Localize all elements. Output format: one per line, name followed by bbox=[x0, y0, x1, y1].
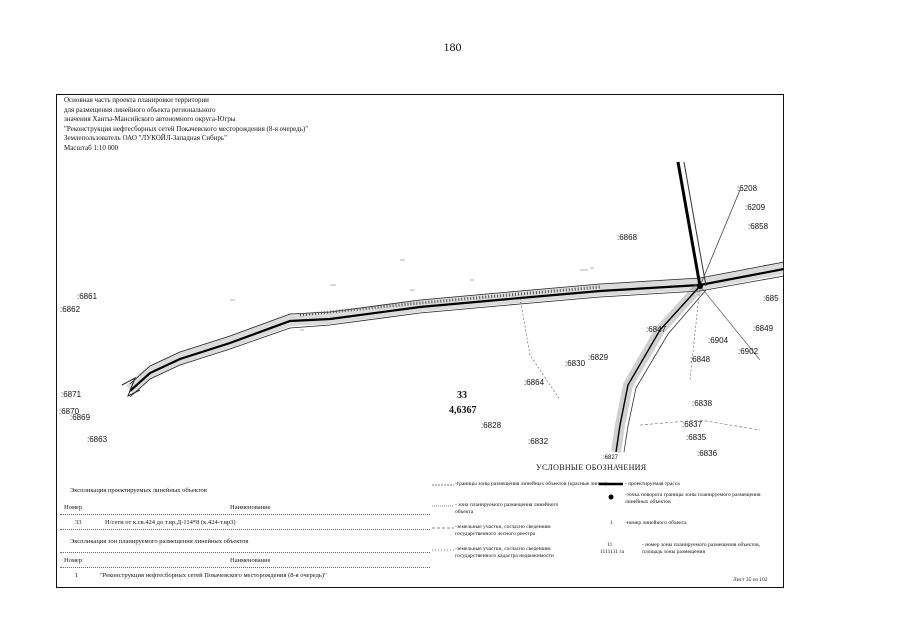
parcel-label: :6832 bbox=[528, 437, 549, 446]
parcel-label: :6837 bbox=[682, 420, 703, 429]
explication-objects-col-name: Наименование bbox=[230, 504, 271, 511]
explication-zones-title: Экспликация зон планируемого размещения линейных объектов bbox=[70, 538, 249, 545]
explication-zones-col-number: Номер bbox=[64, 557, 83, 564]
header-line: для размещения линейного объекта регионального bbox=[64, 105, 216, 114]
parcel-label: :685 bbox=[763, 294, 779, 303]
parcel-label: :6835 bbox=[686, 433, 707, 442]
legend-item-red-lines: -границы зоны размещения линейных объектов (красные линии) bbox=[455, 481, 607, 487]
parcel-label: :6864 bbox=[524, 378, 545, 387]
legend-item-trace: - проектируемая трасса bbox=[625, 481, 680, 487]
parcel-label: :6830 bbox=[565, 359, 586, 368]
header-line: значения Ханты-Мансийского автономного округа-Югры bbox=[64, 115, 236, 124]
legend-symbol-zone: 11 bbox=[607, 542, 613, 548]
parcel-label: :6858 bbox=[748, 222, 769, 231]
header-line: Основная часть проекта планировки территории bbox=[64, 96, 209, 104]
parcel-label: :6863 bbox=[87, 435, 108, 444]
legend-symbols-right bbox=[598, 481, 624, 511]
page-number: 180 bbox=[443, 40, 462, 54]
turning-point bbox=[697, 283, 703, 289]
explication-zones-row-name: "Реконструкция нефтесборных сетей Покачевского месторождения (8-я очередь)" bbox=[100, 572, 327, 579]
parcel-label: :6868 bbox=[617, 233, 638, 242]
parcel-label: :6849 bbox=[753, 324, 774, 333]
table-divider bbox=[60, 514, 430, 515]
sheet-label: Лист 35 из 102 bbox=[733, 577, 768, 583]
legend-item-forest: -земельные участки, согласно сведениям государственного лесного реестра bbox=[455, 524, 551, 537]
header-line: Землепользователь ОАО "ЛУКОЙЛ-Западная Сибирь" bbox=[64, 134, 227, 143]
north-road bbox=[678, 162, 700, 286]
object-area: 4,6367 bbox=[449, 405, 477, 416]
parcel-label: :6871 bbox=[61, 390, 82, 399]
object-number: 33 bbox=[457, 390, 467, 401]
legend-item-turning-point: -точка поворота границы зоны планируемого размещения линейных объектов bbox=[625, 492, 761, 505]
header-line: "Реконструкция нефтесборных сетей Покачевского месторождения (8-я очередь)" bbox=[64, 124, 309, 133]
explication-zones-col-name: Наименование bbox=[230, 557, 271, 564]
explication-zones-row-number: 1 bbox=[75, 572, 79, 579]
legend-item-object-number: -номер линейного объекта bbox=[625, 520, 687, 526]
parcel-label: :6870 bbox=[59, 407, 80, 416]
legend-symbol-area: 1111111 га bbox=[600, 549, 625, 555]
legend-symbols-left bbox=[430, 481, 456, 571]
explication-objects-col-number: Номер bbox=[64, 504, 83, 511]
parcel-label: :6847 bbox=[646, 325, 667, 334]
explication-objects-row-name: Н/сети от к.св.424 до т.вр.Д-114*8 (к.424-т.вр3) bbox=[105, 519, 236, 526]
parcel-label: :6829 bbox=[588, 353, 609, 362]
header-line: Масштаб 1:10 000 bbox=[64, 143, 119, 152]
parcel-label: :6209 bbox=[745, 203, 766, 212]
parcel-label: :6208 bbox=[737, 184, 758, 193]
legend-symbol-number: 1 bbox=[610, 520, 613, 526]
parcel-label: :6827 bbox=[603, 455, 619, 461]
parcel-label: :6828 bbox=[481, 421, 502, 430]
legend-title: УСЛОВНЫЕ ОБОЗНАЧЕНИЯ bbox=[536, 463, 647, 472]
map-drawing bbox=[57, 95, 784, 465]
parcel-label: :6861 bbox=[77, 292, 98, 301]
table-divider bbox=[60, 567, 430, 568]
legend-item-zone: - зона планируемого размещения линейного объекта bbox=[455, 502, 559, 515]
parcel-label: :6904 bbox=[708, 336, 729, 345]
explication-objects-row-number: 33 bbox=[75, 519, 82, 526]
legend-item-zone-number: - номер зоны планируемого размещения объектов, площадь зоны размещения bbox=[642, 542, 761, 555]
table-divider bbox=[60, 529, 430, 530]
parcel-label: :6902 bbox=[738, 347, 759, 356]
north-road-edge bbox=[684, 162, 706, 286]
parcel-label: :6838 bbox=[692, 399, 713, 408]
legend-item-cadastre: -земельные участки, согласно сведениям государственного кадастра недвижимости bbox=[455, 546, 554, 559]
parcel-label: :6869 bbox=[70, 413, 91, 422]
parcel-label: :6836 bbox=[697, 449, 718, 458]
table-divider bbox=[60, 552, 430, 553]
parcel-label: :6848 bbox=[690, 355, 711, 364]
explication-objects-title: Экспликация проектируемых линейных объектов bbox=[70, 487, 207, 494]
parcel-label: :6862 bbox=[60, 305, 81, 314]
